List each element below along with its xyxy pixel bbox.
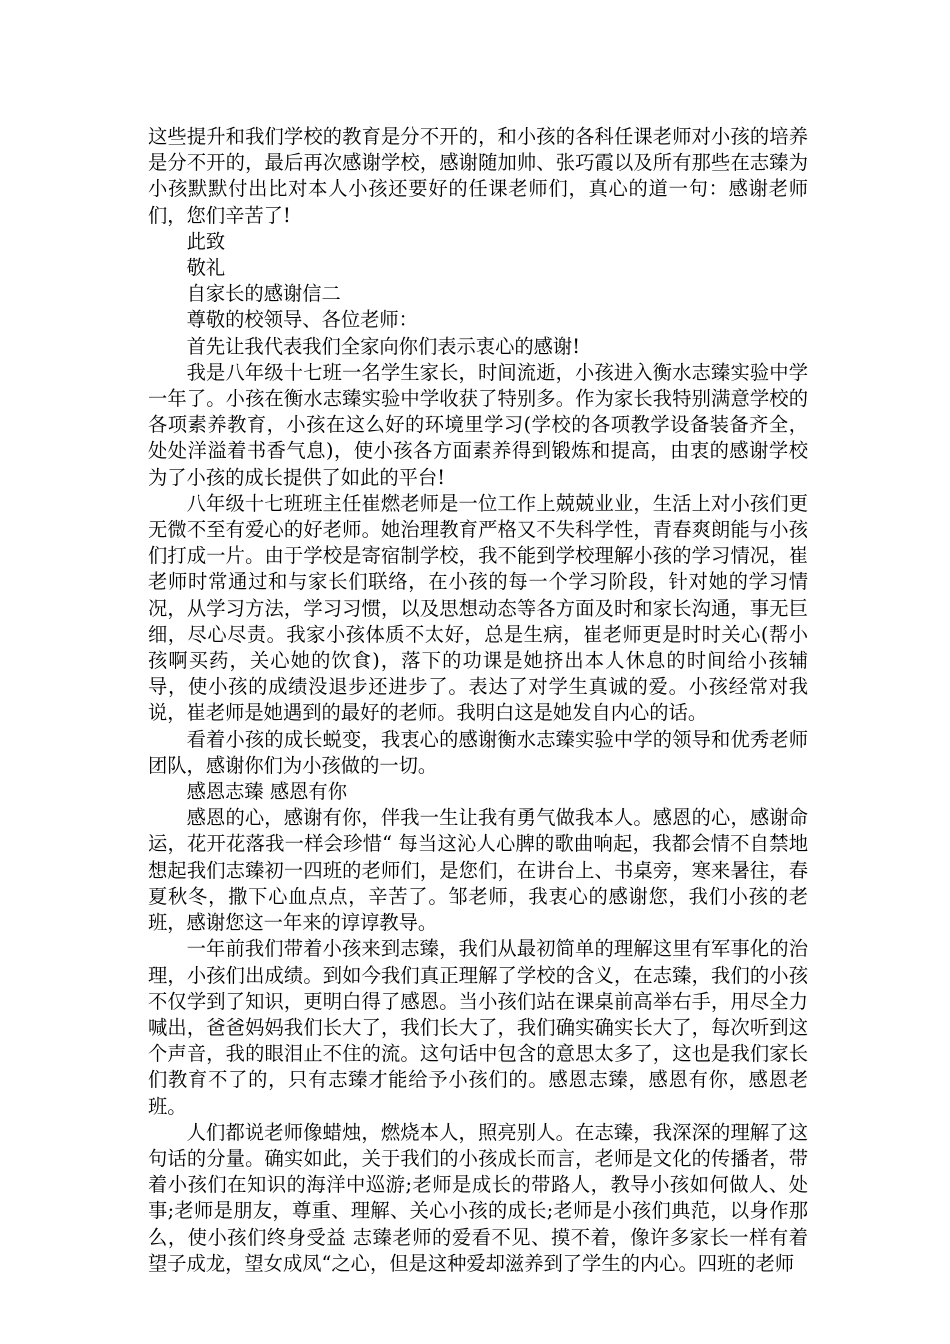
paragraph-teacher-cui: 八年级十七班班主任崔燃老师是一位工作上兢兢业业，生活上对小孩们更无微不至有爱心的好老师。她治理教育严格又不失科学性，青春爽朗能与小孩们打成一片。由于学校是寄宿制学校，我不能到学校理解小孩的学习情况，崔老师时常通过和与家长们联络，在小孩的每一个学习阶段，针对她的学习情况，从学习方法，学习习惯，以及思想动态等各方面及时和家长沟通，事无巨细，尽心尽责。我家小孩体质不太好，总是生病，崔老师更是时时关心(帮小孩啊买药，关心她的饮食)，落下的功课是她挤出本人休息的时间给小孩辅导，使小孩的成绩没退步还进步了。表达了对学生真诚的爱。小孩经常对我说，崔老师是她遇到的最好的老师。我明白这是她发自内心的话。 <box>148 491 808 725</box>
paragraph-candle: 人们都说老师像蜡烛，燃烧本人，照亮别人。在志臻，我深深的理解了这句话的分量。确实如此，关于我们的小孩成长而言，老师是文化的传播者，带着小孩们在知识的海洋中巡游;老师是成长的带路人，教导小孩如何做人、处事;老师是朋友，尊重、理解、关心小孩的成长;老师是小孩们典范，以身作那么，使小孩们终身受益 志臻老师的爱看不见、摸不着，像许多家长一样有着望子成龙，望女成凤“之心，但是这种爱却滋养到了学生的内心。四班的老师 <box>148 1120 808 1275</box>
salutation-cizhi: 此致 <box>186 229 226 253</box>
paragraph-closing-thanks: 这些提升和我们学校的教育是分不开的，和小孩的各科任课老师对小孩的培养是分不开的，最后再次感谢学校，感谢随加帅、张巧霞以及所有那些在志臻为小孩默默付出比对本人小孩还要好的任课老师们，真心的道一句：感谢老师们，您们辛苦了! <box>148 125 808 227</box>
paragraph-gratitude: 看着小孩的成长蜕变，我衷心的感谢衡水志臻实验中学的领导和优秀老师团队，感谢你们为小孩做的一切。 <box>148 727 808 777</box>
letter-greeting: 尊敬的校领导、各位老师： <box>186 308 418 332</box>
document-body <box>148 124 808 1277</box>
letter-title: 自家长的感谢信二 <box>186 282 341 306</box>
paragraph-intro: 首先让我代表我们全家向你们表示衷心的感谢! <box>186 334 580 358</box>
paragraph-grateful-heart: 感恩的心，感谢有你，伴我一生让我有勇气做我本人。感恩的心，感谢命运，花开花落我一样会珍惜“ 每当这沁人心脾的歌曲响起，我都会情不自禁地想起我们志臻初一四班的老师们，是您们，在讲台上、书桌旁，寒来暑往，春夏秋冬，撒下心血点点，辛苦了。邹老师，我衷心的感谢您，我们小孩的老班，感谢您这一年来的谆谆教导。 <box>148 806 808 935</box>
section-heading: 感恩志臻 感恩有你 <box>186 780 347 804</box>
paragraph-one-year: 一年前我们带着小孩来到志臻，我们从最初简单的理解这里有军事化的治理，小孩们出成绩。到如今我们真正理解了学校的含义，在志臻，我们的小孩不仅学到了知识，更明白得了感恩。当小孩们站在课桌前高举右手，用尽全力喊出，爸爸妈妈我们长大了，我们长大了，我们确实确实长大了，每次听到这个声音，我的眼泪止不住的流。这句话中包含的意思太多了，这也是我们家长们教育不了的，只有志臻才能给予小孩们的。感恩志臻，感恩有你，感恩老班。 <box>148 937 808 1118</box>
paragraph-parent: 我是八年级十七班一名学生家长，时间流逝，小孩进入衡水志臻实验中学一年了。小孩在衡水志臻实验中学收获了特别多。作为家长我特别满意学校的各项素养教育，小孩在这么好的环境里学习(学校的各项教学设备装备齐全，处处洋溢着书香气息)，使小孩各方面素养得到锻炼和提高，由衷的感谢学校为了小孩的成长提供了如此的平台! <box>148 360 808 489</box>
salutation-jingli: 敬礼 <box>186 256 226 280</box>
